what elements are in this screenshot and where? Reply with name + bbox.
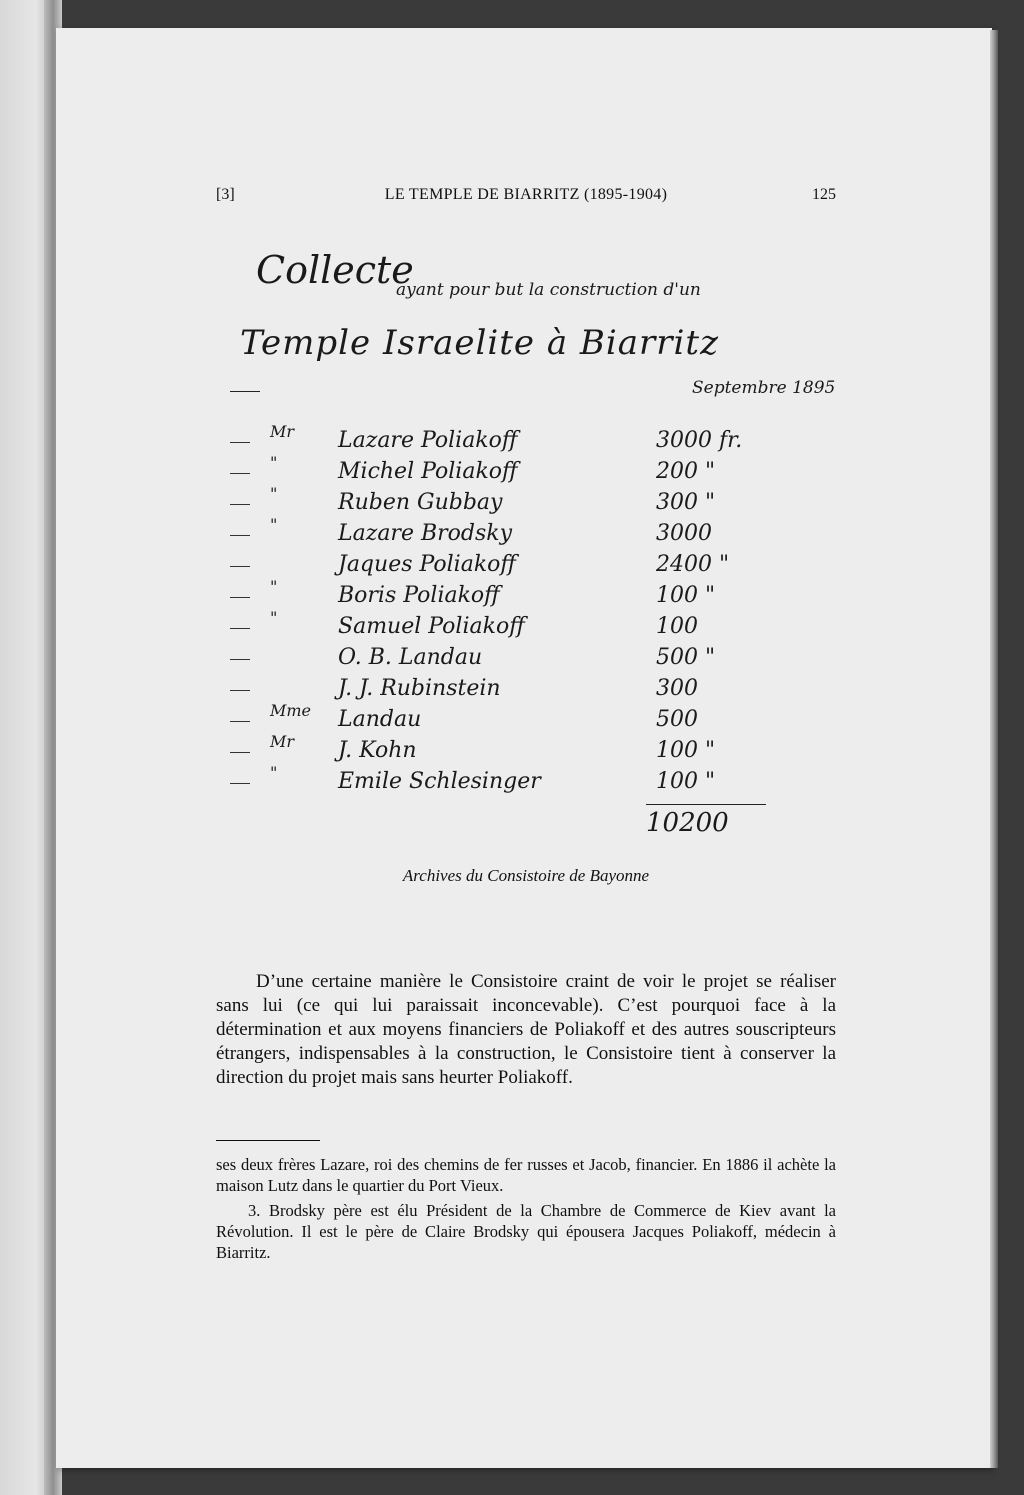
row-name: J. Kohn: [338, 738, 417, 763]
row-name: Landau: [338, 707, 422, 732]
row-name: Lazare Poliakoff: [338, 428, 518, 453]
manuscript-total: 10200: [646, 808, 729, 838]
manuscript-row: [226, 422, 826, 458]
row-amount: 500: [656, 707, 698, 732]
row-dash: [230, 566, 250, 567]
page-number: 125: [812, 186, 836, 203]
row-title: ": [270, 453, 278, 472]
row-dash: [230, 659, 250, 660]
manuscript-row: [226, 763, 826, 799]
running-title: LE TEMPLE DE BIARRITZ (1895-1904): [384, 186, 668, 203]
row-title: Mr: [270, 422, 295, 441]
row-amount: 2400 ": [656, 552, 730, 577]
row-amount: 300: [656, 676, 698, 701]
row-title: Mr: [270, 732, 295, 751]
row-amount: 3000 fr.: [656, 428, 743, 453]
row-dash: [230, 721, 250, 722]
row-title: ": [270, 608, 278, 627]
manuscript-row: [226, 515, 826, 551]
figure-caption: Archives du Consistoire de Bayonne: [402, 866, 650, 885]
total-rule: [646, 804, 766, 805]
row-dash: [230, 628, 250, 629]
manuscript-row: [226, 676, 826, 706]
footnote-continued: ses deux frères Lazare, roi des chemins de fer russes et Jacob, financier. En 1886 il achète la maison Lutz dans le quartier du Port Vieux.: [216, 1155, 836, 1195]
footnote-3: 3. Brodsky père est élu Président de la Chambre de Commerce de Kiev avant la Révolution. Il est le père de Claire Brodsky qui épousera Jacques Poliakoff, médecin à Biarritz.: [216, 1201, 836, 1262]
manuscript-heading: Collecte: [256, 248, 414, 292]
row-dash: [230, 473, 250, 474]
manuscript-rule: [230, 391, 260, 392]
row-name: Michel Poliakoff: [338, 459, 518, 484]
row-dash: [230, 752, 250, 753]
row-amount: 3000: [656, 521, 712, 546]
row-name: Jaques Poliakoff: [338, 552, 516, 577]
running-header: [216, 186, 836, 210]
row-dash: [230, 504, 250, 505]
row-amount: 300 ": [656, 490, 716, 515]
row-name: Ruben Gubbay: [338, 490, 503, 515]
row-dash: [230, 442, 250, 443]
row-amount: 100: [656, 614, 698, 639]
row-name: O. B. Landau: [338, 645, 483, 670]
manuscript-row: [226, 552, 826, 582]
manuscript-date: Septembre 1895: [692, 378, 836, 398]
section-number: [3]: [216, 186, 235, 203]
row-amount: 100 ": [656, 583, 716, 608]
row-name: Emile Schlesinger: [338, 769, 541, 794]
row-name: Boris Poliakoff: [338, 583, 500, 608]
manuscript-row: [226, 453, 826, 489]
row-name: Lazare Brodsky: [338, 521, 513, 546]
row-name: Samuel Poliakoff: [338, 614, 525, 639]
row-title: Mme: [270, 701, 312, 720]
row-amount: 100 ": [656, 738, 716, 763]
row-name: J. J. Rubinstein: [338, 676, 501, 701]
row-title: ": [270, 515, 278, 534]
row-dash: [230, 597, 250, 598]
manuscript-heading-rest: ayant pour but la construction d'un: [396, 280, 701, 300]
manuscript-facsimile: [226, 238, 846, 858]
row-title: ": [270, 577, 278, 596]
row-amount: 500 ": [656, 645, 716, 670]
row-amount: 100 ": [656, 769, 716, 794]
row-title: ": [270, 484, 278, 503]
manuscript-row: [226, 484, 826, 520]
row-dash: [230, 535, 250, 536]
footnote-rule: [216, 1140, 320, 1141]
row-dash: [230, 783, 250, 784]
manuscript-row: [226, 732, 826, 768]
row-amount: 200 ": [656, 459, 716, 484]
body-paragraph: D’une certaine manière le Consistoire craint de voir le projet se réaliser sans lui (ce qui lui paraissait inconcevable). C’est pourquoi face à la détermination et aux moyens financiers de Poliakoff et des autres souscripteurs étrangers, indispensables à la construction, le Consistoire tient à conserver la direction du projet mais sans heurter Poliakoff.: [216, 971, 836, 1088]
page-edge-shadow: [990, 30, 998, 1468]
manuscript-row: [226, 608, 826, 644]
manuscript-row: [226, 701, 826, 737]
row-dash: [230, 690, 250, 691]
manuscript-heading-line2: Temple Israelite à Biarritz: [240, 323, 719, 363]
manuscript-row: [226, 645, 826, 675]
row-title: ": [270, 763, 278, 782]
manuscript-row: [226, 577, 826, 613]
